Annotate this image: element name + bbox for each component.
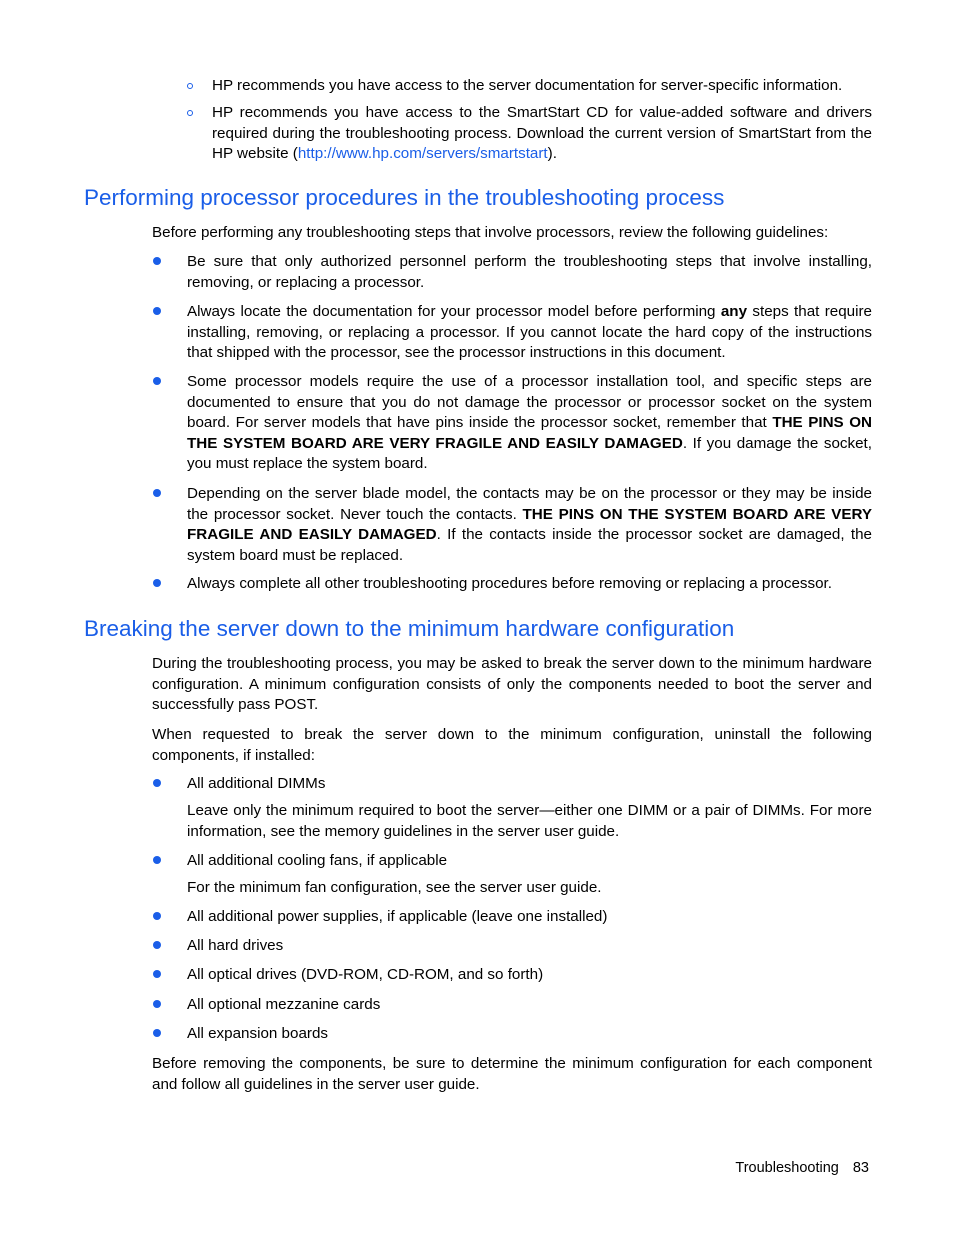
list-item-text: Be sure that only authorized personnel perform the troubleshooting steps that involve installing, removing, or replacing a processor. (187, 253, 872, 291)
list-item-text: HP recommends you have access to the server documentation for server-specific information. (212, 77, 843, 94)
bullet-icon (153, 941, 161, 949)
list-item-text: Always locate the documentation for your processor model before performing (187, 303, 721, 320)
list-item-note: For the minimum fan configuration, see the server user guide. (187, 879, 602, 896)
list-item-text: . If you damage the socket, you must replace the system board. (187, 434, 872, 472)
bullet-icon (153, 377, 161, 385)
emphasis-text: any (720, 303, 748, 320)
smartstart-link[interactable]: http://www.hp.com/servers/smartstart (297, 145, 548, 162)
list-item: All expansion boards (187, 1025, 328, 1042)
list-item: All additional cooling fans, if applicable (187, 852, 448, 869)
bullet-icon (153, 970, 161, 978)
list-item: All additional DIMMs (187, 775, 326, 792)
bullet-icon (153, 579, 161, 587)
circle-bullet-icon (187, 110, 193, 116)
list-item-text: . If the contacts inside the processor socket are damaged, the system board must be replaced. (187, 526, 872, 564)
list-item-note: Leave only the minimum required to boot the server—either one DIMM or a pair of DIMMs. For more information, see the memory guidelines in the server user guide. (187, 802, 872, 840)
list-item (187, 302, 872, 364)
page-footer (735, 1158, 869, 1178)
bullet-icon (153, 1029, 161, 1037)
paragraph: When requested to break the server down to the minimum configuration, uninstall the following components, if installed: (152, 726, 872, 764)
section-heading-minimum-configuration: Breaking the server down to the minimum hardware configuration (84, 616, 735, 641)
bullet-icon (153, 307, 161, 315)
list-item-text: Depending on the server blade model, the contacts may be on the processor or they may be inside the processor socket. Never touch the contacts. (187, 485, 872, 523)
page-number: 83 (852, 1160, 869, 1176)
list-item (212, 103, 872, 165)
section-heading-processor-procedures: Performing processor procedures in the troubleshooting process (84, 185, 725, 210)
bullet-icon (153, 912, 161, 920)
list-item (187, 574, 872, 595)
list-item: All additional power supplies, if applicable (leave one installed) (187, 908, 608, 925)
bullet-icon (153, 856, 161, 864)
list-item-text: Always complete all other troubleshooting procedures before removing or replacing a processor. (187, 575, 832, 592)
list-item: All optional mezzanine cards (187, 996, 381, 1013)
list-item-text: Some processor models require the use of a processor installation tool, and specific steps are documented to ensure that you do not damage the processor or processor socket on the system board. For server models that have pins inside the processor socket, remember that (187, 373, 872, 431)
list-item-text: steps that require installing, removing, or replacing a processor. If you cannot locate the hard copy of the instructions that shipped with the processor, see the processor instructions in this document. (187, 303, 872, 361)
bullet-icon (153, 489, 161, 497)
paragraph: Before performing any troubleshooting steps that involve processors, review the following guidelines: (152, 224, 829, 241)
warning-text: THE PINS ON THE SYSTEM BOARD ARE VERY FRAGILE AND EASILY DAMAGED (187, 505, 872, 543)
bullet-icon (153, 779, 161, 787)
list-item: All hard drives (187, 937, 284, 954)
list-item (187, 484, 872, 566)
list-item: All optical drives (DVD-ROM, CD-ROM, and so forth) (187, 966, 544, 983)
bullet-icon (153, 257, 161, 265)
footer-section-name: Troubleshooting (735, 1160, 839, 1176)
paragraph: Before removing the components, be sure to determine the minimum configuration for each component and follow all guidelines in the server user guide. (152, 1055, 872, 1093)
list-item (187, 372, 872, 475)
circle-bullet-icon (187, 83, 193, 89)
list-item-text: ). (547, 145, 557, 162)
warning-text: THE PINS ON THE SYSTEM BOARD ARE VERY FRAGILE AND EASILY DAMAGED (187, 414, 873, 452)
list-item-text: HP recommends you have access to the SmartStart CD for value-added software and drivers required during the troubleshooting process. Download the current version of SmartStart from the HP website ( (212, 104, 872, 162)
paragraph: During the troubleshooting process, you may be asked to break the server down to the minimum hardware configuration. A minimum configuration consists of only the components needed to boot the server and successfully pass POST. (152, 655, 872, 713)
bullet-icon (153, 1000, 161, 1008)
list-item (187, 252, 872, 293)
list-item (212, 76, 872, 97)
